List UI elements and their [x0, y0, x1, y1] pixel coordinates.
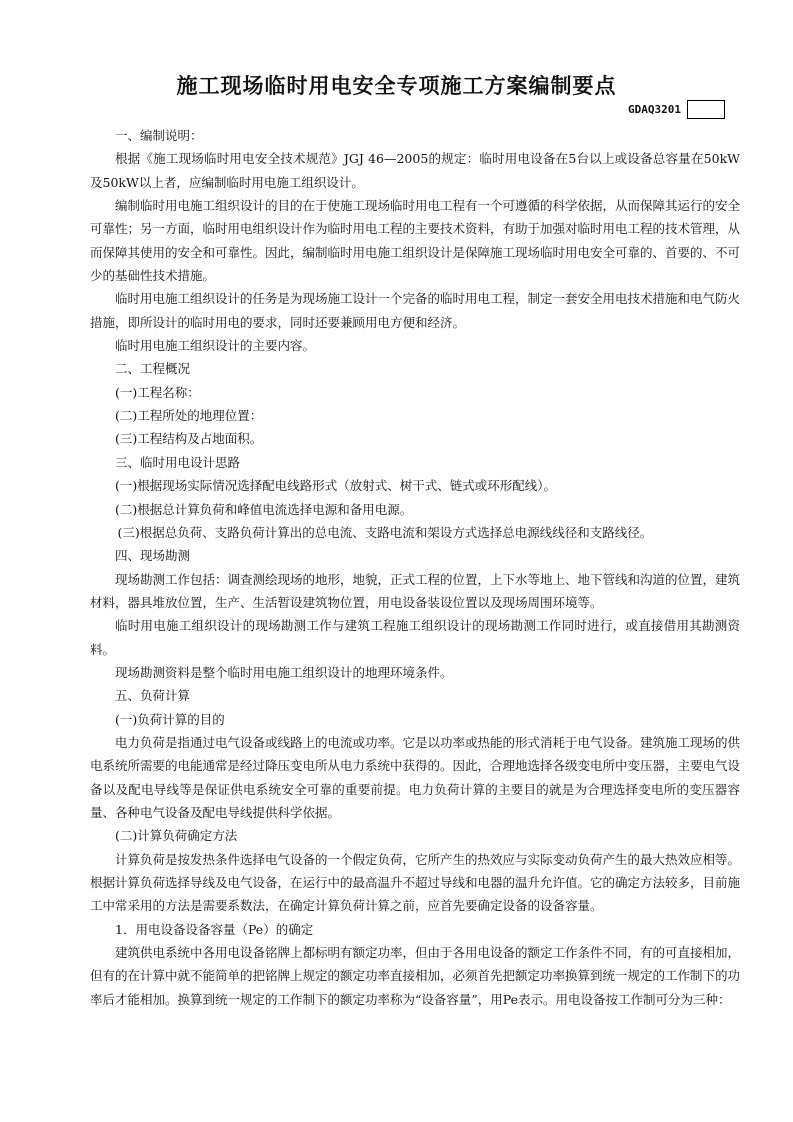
paragraph-survey-concurrent: 临时用电施工组织设计的现场勘测工作与建筑工程施工组织设计的现场勘测工作同时进行，或直接借用其勘测资料。	[90, 618, 740, 657]
paragraph-regulation: 根据《施工现场临时用电安全技术规范》JGJ 46—2005的规定：临时用电设备在5台以上或设备总容量在50kW及50kW以上者，应编制临时用电施工组织设计。	[90, 151, 740, 190]
paragraph-survey-data: 现场勘测资料是整个临时用电施工组织设计的地理环境条件。	[115, 664, 453, 680]
section-heading-overview: 二、工程概况	[115, 361, 191, 377]
subheading-load-method: (二)计算负荷确定方法	[115, 828, 238, 844]
paragraph-load-purpose: 电力负荷是指通过电气设备或线路上的电流或功率。它是以功率或热能的形式消耗于电气设备。建筑施工现场的供电系统所需要的电能通常是经过降压变电所从电力系统中获得的。因此，合理地选择各级变电所中变压器，主要电气设备以及配电导线等是保证供电系统安全可靠的重要前提。电力负荷计算的主要目的就是为合理选择变电所的变压器容量、各种电气设备及配电导线提供科学依据。	[90, 734, 741, 820]
paragraph-task: 临时用电施工组织设计的任务是为现场施工设计一个完备的临时用电工程，制定一套安全用电技术措施和电气防火措施，即所设计的临时用电的要求，同时还要兼顾用电方便和经济。	[90, 291, 741, 330]
paragraph-main-content: 临时用电施工组织设计的主要内容。	[115, 338, 316, 354]
document-code-row	[628, 100, 725, 119]
paragraph-load-method: 计算负荷是按发热条件选择电气设备的一个假定负荷，它所产生的热效应与实际变动负荷产生的最大热效应相等。根据计算负荷选择导线及电气设备，在运行中的最高温升不超过导线和电器的温升允许值。它的确定方法较多，目前施工中常采用的方法是需要系数法，在确定计算负荷计算之前，应首先要确定设备的设备容量。	[90, 851, 741, 914]
list-item-wiring-form: (一)根据现场实际情况选择配电线路形式（放射式、树干式、链式或环形配线）。	[115, 478, 557, 494]
list-item-structure: (三)工程结构及占地面积。	[115, 431, 263, 447]
document-code: GDAQ3201	[628, 103, 681, 116]
list-item-location: (二)工程所处的地理位置：	[115, 408, 263, 424]
subheading-load-purpose: (一)负荷计算的目的	[115, 711, 225, 727]
paragraph-survey-scope: 现场勘测工作包括：调查测绘现场的地形，地貌，正式工程的位置，上下水等地上、地下管线和沟道的位置，建筑材料，器具堆放位置，生产、生活暂设建筑物位置，用电设备装设位置以及现场周围环境等。	[90, 571, 741, 610]
code-box	[687, 100, 725, 119]
subheading-capacity: 1．用电设备设备容量（Pe）的确定	[115, 921, 314, 937]
section-heading-survey: 四、现场勘测	[115, 548, 191, 564]
list-item-project-name: (一)工程名称：	[115, 384, 200, 400]
document-title: 施工现场临时用电安全专项施工方案编制要点	[176, 74, 617, 98]
list-item-wire-size: (三)根据总负荷、支路负荷计算出的总电流、支路电流和架设方式选择总电源线线径和支路线径。	[117, 524, 653, 540]
section-heading-load: 五、负荷计算	[115, 688, 191, 704]
list-item-power-source: (二)根据总计算负荷和峰值电流选择电源和备用电源。	[115, 501, 413, 517]
document-body	[90, 124, 740, 1011]
section-heading-compile: 一、编制说明：	[115, 128, 203, 143]
section-heading-design: 三、临时用电设计思路	[115, 454, 241, 470]
paragraph-capacity: 建筑供电系统中各用电设备铭牌上都标明有额定功率，但由于各用电设备的额定工作条件不同，有的可直接相加，但有的在计算中就不能简单的把铭牌上规定的额定功率直接相加，必须首先把额定功率换算到统一规定的工作制下的功率后才能相加。换算到统一规定的工作制下的额定功率称为“设备容量”，用Pe表示。用电设备按工作制可分为三种：	[90, 945, 741, 1007]
paragraph-purpose: 编制临时用电施工组织设计的目的在于使施工现场临时用电工程有一个可遵循的科学依据，从而保障其运行的安全可靠性；另一方面，临时用电组织设计作为临时用电工程的主要技术资料，有助于加强对临时用电工程的技术管理，从而保障其使用的安全和可靠性。因此，编制临时用电施工组织设计是保障施工现场临时用电安全可靠的、首要的、不可少的基础性技术措施。	[90, 198, 741, 284]
